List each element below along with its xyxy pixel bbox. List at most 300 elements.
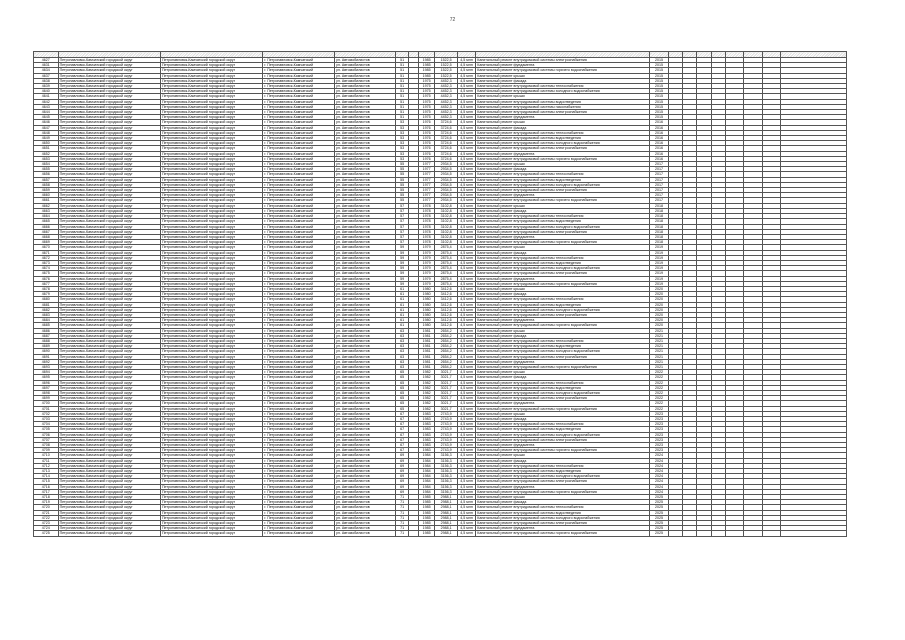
table-cell: Петропавловск-Камчатский городской округ: [160, 292, 262, 297]
table-cell: 1983: [418, 422, 434, 427]
table-cell: Капитальный ремонт крыши: [476, 94, 650, 99]
table-cell: 4708: [34, 443, 59, 448]
table-cell: 2022: [650, 380, 668, 385]
table-cell: 2654,2: [435, 338, 458, 343]
table-cell: Капитальный ремонт внутридомовой системы электроснабжения: [476, 146, 650, 151]
table-cell: ул. Автомобилистов: [335, 526, 396, 531]
table-cell: г. Петропавловск-Камчатский: [263, 94, 335, 99]
table-cell: г. Петропавловск-Камчатский: [263, 73, 335, 78]
table-cell: 1975: [418, 89, 434, 94]
table-cell: Петропавловск-Камчатский городской округ: [58, 198, 160, 203]
table-cell: Петропавловск-Камчатский городской округ: [160, 323, 262, 328]
table-cell: Капитальный ремонт внутридомовой системы водоотведения: [476, 344, 650, 349]
table-cell: 4,5 млн: [457, 271, 475, 276]
table-cell: 1977: [418, 182, 434, 187]
table-cell: ул. Автомобилистов: [335, 484, 396, 489]
table-cell: Капитальный ремонт внутридомовой системы электроснабжения: [476, 354, 650, 359]
table-cell: 4671: [34, 250, 59, 255]
table-cell: Петропавловск-Камчатский городской округ: [58, 338, 160, 343]
table-cell: Петропавловск-Камчатский городской округ: [58, 515, 160, 520]
table-cell: ул. Автомобилистов: [335, 349, 396, 354]
table-cell: Капитальный ремонт внутридомовой системы холодного водоснабжения: [476, 432, 650, 437]
table-cell: Петропавловск-Камчатский городской округ: [160, 510, 262, 515]
table-cell: ул. Автомобилистов: [335, 354, 396, 359]
table-cell: Петропавловск-Камчатский городской округ: [58, 229, 160, 234]
table-cell: 1978: [418, 208, 434, 213]
table-cell: 4725: [34, 531, 59, 536]
table-cell: г. Петропавловск-Камчатский: [263, 380, 335, 385]
table-cell: Петропавловск-Камчатский городской округ: [160, 463, 262, 468]
table-cell: Капитальный ремонт фасада: [476, 167, 650, 172]
table-cell: 4,5 млн: [457, 432, 475, 437]
table-cell: ул. Автомобилистов: [335, 521, 396, 526]
table-cell: г. Петропавловск-Камчатский: [263, 68, 335, 73]
table-cell: 3724,6: [435, 156, 458, 161]
table-cell: 1979: [418, 266, 434, 271]
table-cell: Петропавловск-Камчатский городской округ: [160, 479, 262, 484]
table-cell: 57: [396, 224, 408, 229]
table-cell: Петропавловск-Камчатский городской округ: [160, 380, 262, 385]
table-cell: 4675: [34, 271, 59, 276]
table-cell: 65: [396, 385, 408, 390]
table-cell: 4638: [34, 78, 59, 83]
table-cell: 4,5 млн: [457, 229, 475, 234]
table-cell: 1985: [418, 510, 434, 515]
table-cell: Капитальный ремонт фундамента: [476, 63, 650, 68]
table-cell: 1985: [418, 526, 434, 531]
table-cell: Петропавловск-Камчатский городской округ: [160, 255, 262, 260]
table-cell: г. Петропавловск-Камчатский: [263, 479, 335, 484]
table-cell: 53: [396, 146, 408, 151]
table-cell: Петропавловск-Камчатский городской округ: [160, 219, 262, 224]
table-cell: Петропавловск-Камчатский городской округ: [58, 214, 160, 219]
table-cell: 4641: [34, 94, 59, 99]
table-cell: Петропавловск-Камчатский городской округ: [160, 99, 262, 104]
table-cell: ул. Автомобилистов: [335, 469, 396, 474]
table-cell: 2021: [650, 364, 668, 369]
table-cell: 3724,6: [435, 125, 458, 130]
table-cell: 2018: [650, 240, 668, 245]
table-cell: Петропавловск-Камчатский городской округ: [58, 58, 160, 63]
table-cell: г. Петропавловск-Камчатский: [263, 463, 335, 468]
table-cell: ул. Автомобилистов: [335, 281, 396, 286]
table-cell: 1522,5: [435, 73, 458, 78]
table-cell: 61: [396, 307, 408, 312]
table-cell: г. Петропавловск-Камчатский: [263, 104, 335, 109]
table-cell: Петропавловск-Камчатский городской округ: [58, 391, 160, 396]
table-cell: 4,5 млн: [457, 505, 475, 510]
table-cell: ул. Автомобилистов: [335, 463, 396, 468]
table-cell: 1977: [418, 188, 434, 193]
table-cell: Петропавловск-Камчатский городской округ: [58, 84, 160, 89]
table-cell: Капитальный ремонт фасада: [476, 500, 650, 505]
table-cell: Петропавловск-Камчатский городской округ: [160, 489, 262, 494]
table-cell: Петропавловск-Камчатский городской округ: [160, 349, 262, 354]
table-cell: 4673: [34, 260, 59, 265]
table-cell: Петропавловск-Камчатский городской округ: [160, 411, 262, 416]
table-cell: 2020: [650, 302, 668, 307]
table-cell: 4,5 млн: [457, 302, 475, 307]
table-cell: Петропавловск-Камчатский городской округ: [58, 443, 160, 448]
table-cell: 4661: [34, 198, 59, 203]
table-cell: 2019: [650, 281, 668, 286]
table-cell: 4682: [34, 307, 59, 312]
table-cell: 2022: [650, 396, 668, 401]
table-cell: 2018: [650, 229, 668, 234]
table-cell: 71: [396, 510, 408, 515]
table-cell: 1977: [418, 193, 434, 198]
table-cell: 1984: [418, 479, 434, 484]
table-cell: 3156,3: [435, 469, 458, 474]
table-cell: г. Петропавловск-Камчатский: [263, 58, 335, 63]
table-cell: Петропавловск-Камчатский городской округ: [160, 125, 262, 130]
table-cell: Петропавловск-Камчатский городской округ: [160, 94, 262, 99]
table-cell: Петропавловск-Камчатский городской округ: [160, 354, 262, 359]
table-cell: Капитальный ремонт внутридомовой системы электроснабжения: [476, 437, 650, 442]
table-cell: Капитальный ремонт внутридомовой системы теплоснабжения: [476, 84, 650, 89]
table-cell: 4698: [34, 391, 59, 396]
table-cell: ул. Автомобилистов: [335, 115, 396, 120]
table-cell: Петропавловск-Камчатский городской округ: [160, 58, 262, 63]
table-cell: Петропавловск-Камчатский городской округ: [58, 474, 160, 479]
table-cell: 4452,3: [435, 89, 458, 94]
table-cell: ул. Автомобилистов: [335, 198, 396, 203]
table-cell: 2875,4: [435, 271, 458, 276]
table-cell: г. Петропавловск-Камчатский: [263, 328, 335, 333]
table-cell: 4683: [34, 312, 59, 317]
table-cell: 2015: [650, 78, 668, 83]
table-cell: 4,5 млн: [457, 84, 475, 89]
table-cell: Петропавловск-Камчатский городской округ: [160, 203, 262, 208]
table-cell: 2019: [650, 260, 668, 265]
table-cell: Капитальный ремонт фундамента: [476, 193, 650, 198]
table-cell: Капитальный ремонт внутридомовой системы горячего водоснабжения: [476, 156, 650, 161]
table-cell: 1980: [418, 297, 434, 302]
table-cell: Петропавловск-Камчатский городской округ: [58, 260, 160, 265]
table-cell: 4676: [34, 276, 59, 281]
table-cell: Капитальный ремонт внутридомовой системы водоотведения: [476, 260, 650, 265]
table-cell: Петропавловск-Камчатский городской округ: [58, 224, 160, 229]
table-cell: 2018: [650, 208, 668, 213]
table-cell: г. Петропавловск-Камчатский: [263, 531, 335, 536]
table-cell: ул. Автомобилистов: [335, 302, 396, 307]
table-cell: ул. Автомобилистов: [335, 432, 396, 437]
table-cell: Капитальный ремонт внутридомовой системы водоотведения: [476, 385, 650, 390]
table-cell: 2024: [650, 489, 668, 494]
table-cell: 4,5 млн: [457, 396, 475, 401]
table-cell: Петропавловск-Камчатский городской округ: [58, 396, 160, 401]
table-cell: 4712: [34, 463, 59, 468]
table-cell: 4648: [34, 130, 59, 135]
table-cell: 1985: [418, 531, 434, 536]
table-cell: Петропавловск-Камчатский городской округ: [58, 125, 160, 130]
table-cell: г. Петропавловск-Камчатский: [263, 448, 335, 453]
table-cell: г. Петропавловск-Камчатский: [263, 260, 335, 265]
table-cell: Петропавловск-Камчатский городской округ: [160, 182, 262, 187]
table-cell: 63: [396, 349, 408, 354]
table-cell: 2015: [650, 73, 668, 78]
table-cell: 71: [396, 505, 408, 510]
table-cell: 4707: [34, 437, 59, 442]
table-cell: 4681: [34, 302, 59, 307]
table-cell: 1979: [418, 260, 434, 265]
table-cell: Петропавловск-Камчатский городской округ: [160, 104, 262, 109]
table-cell: 51: [396, 78, 408, 83]
table-cell: 2023: [650, 422, 668, 427]
table-cell: 63: [396, 364, 408, 369]
table-cell: г. Петропавловск-Камчатский: [263, 385, 335, 390]
table-cell: Петропавловск-Камчатский городской округ: [58, 271, 160, 276]
table-cell: Петропавловск-Камчатский городской округ: [58, 156, 160, 161]
table-cell: г. Петропавловск-Камчатский: [263, 162, 335, 167]
table-cell: ул. Автомобилистов: [335, 162, 396, 167]
table-cell: Петропавловск-Камчатский городской округ: [58, 422, 160, 427]
table-cell: 4,5 млн: [457, 94, 475, 99]
table-cell: Петропавловск-Камчатский городской округ: [160, 469, 262, 474]
table-cell: 2024: [650, 474, 668, 479]
table-cell: 4,5 млн: [457, 484, 475, 489]
table-cell: 4668: [34, 234, 59, 239]
table-cell: 4,5 млн: [457, 463, 475, 468]
table-cell: 1976: [418, 125, 434, 130]
table-cell: 71: [396, 521, 408, 526]
table-cell: 67: [396, 422, 408, 427]
table-cell: 2988,1: [435, 521, 458, 526]
table-cell: Капитальный ремонт фундамента: [476, 443, 650, 448]
table-cell: Капитальный ремонт внутридомовой системы электроснабжения: [476, 229, 650, 234]
table-cell: 63: [396, 359, 408, 364]
table-cell: Петропавловск-Камчатский городской округ: [160, 146, 262, 151]
table-cell: ул. Автомобилистов: [335, 229, 396, 234]
table-cell: 4,5 млн: [457, 427, 475, 432]
table-cell: г. Петропавловск-Камчатский: [263, 453, 335, 458]
table-cell: 2875,4: [435, 281, 458, 286]
table-cell: 57: [396, 229, 408, 234]
table-cell: 4,5 млн: [457, 422, 475, 427]
table-cell: 1983: [418, 437, 434, 442]
table-cell: Петропавловск-Камчатский городской округ: [58, 104, 160, 109]
table-cell: Петропавловск-Камчатский городской округ: [160, 224, 262, 229]
table-cell: Петропавловск-Камчатский городской округ: [58, 349, 160, 354]
table-cell: 3412,6: [435, 302, 458, 307]
table-cell: Петропавловск-Камчатский городской округ: [58, 162, 160, 167]
table-cell: ул. Автомобилистов: [335, 266, 396, 271]
table-cell: 4,5 млн: [457, 125, 475, 130]
table-cell: Петропавловск-Камчатский городской округ: [160, 344, 262, 349]
table-cell: 4642: [34, 99, 59, 104]
table-cell: [744, 531, 762, 536]
table-cell: г. Петропавловск-Камчатский: [263, 349, 335, 354]
table-cell: [668, 531, 682, 536]
table-cell: г. Петропавловск-Камчатский: [263, 526, 335, 531]
table-cell: ул. Автомобилистов: [335, 89, 396, 94]
table-cell: Петропавловск-Камчатский городской округ: [160, 115, 262, 120]
table-cell: 4,5 млн: [457, 401, 475, 406]
table-cell: 2025: [650, 505, 668, 510]
table-cell: 2743,9: [435, 427, 458, 432]
table-cell: Петропавловск-Камчатский городской округ: [58, 370, 160, 375]
table-cell: 65: [396, 401, 408, 406]
table-cell: Капитальный ремонт внутридомовой системы горячего водоснабжения: [476, 281, 650, 286]
table-cell: Петропавловск-Камчатский городской округ: [160, 302, 262, 307]
table-cell: 59: [396, 276, 408, 281]
table-cell: Капитальный ремонт фасада: [476, 78, 650, 83]
table-cell: 2875,4: [435, 276, 458, 281]
table-cell: 4709: [34, 448, 59, 453]
table-cell: 4680: [34, 297, 59, 302]
table-cell: 69: [396, 463, 408, 468]
table-cell: Петропавловск-Камчатский городской округ: [160, 162, 262, 167]
table-cell: г. Петропавловск-Камчатский: [263, 141, 335, 146]
table-cell: ул. Автомобилистов: [335, 110, 396, 115]
table-cell: г. Петропавловск-Камчатский: [263, 219, 335, 224]
table-cell: 4669: [34, 240, 59, 245]
table-cell: 4,5 млн: [457, 110, 475, 115]
table-cell: 4700: [34, 401, 59, 406]
table-cell: 4627: [34, 58, 59, 63]
table-cell: 4706: [34, 432, 59, 437]
table-cell: 2016: [650, 151, 668, 156]
table-cell: 4643: [34, 104, 59, 109]
table-cell: Петропавловск-Камчатский городской округ: [160, 167, 262, 172]
table-cell: 1978: [418, 203, 434, 208]
table-cell: Петропавловск-Камчатский городской округ: [58, 463, 160, 468]
table-cell: 3156,3: [435, 474, 458, 479]
table-cell: 67: [396, 417, 408, 422]
table-cell: 3412,6: [435, 286, 458, 291]
table-cell: 4,5 млн: [457, 521, 475, 526]
table-cell: Петропавловск-Камчатский городской округ: [160, 474, 262, 479]
table-cell: 3724,6: [435, 141, 458, 146]
table-cell: 1522,5: [435, 63, 458, 68]
table-cell: г. Петропавловск-Камчатский: [263, 177, 335, 182]
table-cell: 71: [396, 526, 408, 531]
table-cell: 2875,4: [435, 255, 458, 260]
table-cell: 55: [396, 193, 408, 198]
table-cell: г. Петропавловск-Камчатский: [263, 510, 335, 515]
table-cell: Капитальный ремонт крыши: [476, 370, 650, 375]
table-cell: 4655: [34, 167, 59, 172]
table-cell: 1982: [418, 396, 434, 401]
table-cell: Петропавловск-Камчатский городской округ: [160, 177, 262, 182]
table-cell: Петропавловск-Камчатский городской округ: [160, 141, 262, 146]
table-cell: 1981: [418, 344, 434, 349]
table-cell: г. Петропавловск-Камчатский: [263, 474, 335, 479]
table-cell: 4652: [34, 151, 59, 156]
table-cell: г. Петропавловск-Камчатский: [263, 391, 335, 396]
table-cell: 1977: [418, 177, 434, 182]
table-cell: Капитальный ремонт внутридомовой системы теплоснабжения: [476, 172, 650, 177]
table-cell: 3102,8: [435, 240, 458, 245]
table-cell: 1980: [418, 302, 434, 307]
table-cell: 1980: [418, 318, 434, 323]
table-cell: 69: [396, 484, 408, 489]
table-cell: г. Петропавловск-Камчатский: [263, 489, 335, 494]
table-cell: Капитальный ремонт внутридомовой системы газоснабжения: [476, 104, 650, 109]
table-cell: 2021: [650, 359, 668, 364]
table-cell: Петропавловск-Камчатский городской округ: [58, 510, 160, 515]
table-cell: Петропавловск-Камчатский городской округ: [58, 411, 160, 416]
table-cell: [408, 531, 418, 536]
table-cell: 2019: [650, 276, 668, 281]
table-cell: 4691: [34, 354, 59, 359]
table-cell: 1975: [418, 94, 434, 99]
table-cell: ул. Автомобилистов: [335, 458, 396, 463]
table-cell: 1979: [418, 271, 434, 276]
table-cell: 2022: [650, 406, 668, 411]
table-cell: 4657: [34, 177, 59, 182]
table-cell: 4692: [34, 359, 59, 364]
table-cell: 4,5 млн: [457, 515, 475, 520]
table-cell: 2022: [650, 385, 668, 390]
table-cell: Петропавловск-Камчатский городской округ: [58, 292, 160, 297]
table-cell: 3156,3: [435, 484, 458, 489]
table-cell: ул. Автомобилистов: [335, 411, 396, 416]
table-cell: Капитальный ремонт внутридомовой системы теплоснабжения: [476, 297, 650, 302]
table-cell: 4689: [34, 344, 59, 349]
table-cell: 53: [396, 156, 408, 161]
table-cell: Петропавловск-Камчатский городской округ: [58, 203, 160, 208]
table-cell: Петропавловск-Камчатский городской округ: [58, 302, 160, 307]
table-cell: 4666: [34, 224, 59, 229]
table-cell: ул. Автомобилистов: [335, 437, 396, 442]
table-cell: 4,5 млн: [457, 115, 475, 120]
table-cell: 4,5 млн: [457, 318, 475, 323]
table-cell: 2018: [650, 214, 668, 219]
table-cell: ул. Автомобилистов: [335, 73, 396, 78]
table-cell: ул. Автомобилистов: [335, 323, 396, 328]
table-cell: ул. Автомобилистов: [335, 156, 396, 161]
table-cell: Капитальный ремонт внутридомовой системы электроснабжения: [476, 312, 650, 317]
table-cell: 51: [396, 84, 408, 89]
table-cell: ул. Автомобилистов: [335, 359, 396, 364]
table-cell: 4721: [34, 510, 59, 515]
table-cell: Капитальный ремонт внутридомовой системы водоотведения: [476, 177, 650, 182]
table-cell: 69: [396, 489, 408, 494]
table-cell: 2021: [650, 328, 668, 333]
table-cell: Петропавловск-Камчатский городской округ: [58, 526, 160, 531]
table-cell: Капитальный ремонт фасада: [476, 458, 650, 463]
table-cell: Капитальный ремонт крыши: [476, 495, 650, 500]
table-cell: 2934,5: [435, 198, 458, 203]
table-cell: ул. Автомобилистов: [335, 68, 396, 73]
table-cell: 2020: [650, 292, 668, 297]
table-cell: Петропавловск-Камчатский городской округ: [160, 417, 262, 422]
table-cell: Петропавловск-Камчатский городской округ: [58, 427, 160, 432]
table-cell: ул. Автомобилистов: [335, 417, 396, 422]
table-cell: Капитальный ремонт фасада: [476, 250, 650, 255]
table-cell: 2016: [650, 136, 668, 141]
table-cell: 57: [396, 203, 408, 208]
table-cell: 1979: [418, 276, 434, 281]
table-cell: 1983: [418, 411, 434, 416]
table-cell: ул. Автомобилистов: [335, 422, 396, 427]
table-cell: 2934,5: [435, 172, 458, 177]
table-cell: ул. Автомобилистов: [335, 151, 396, 156]
table-cell: Петропавловск-Камчатский городской округ: [58, 130, 160, 135]
table-cell: 1981: [418, 333, 434, 338]
table-cell: Капитальный ремонт крыши: [476, 453, 650, 458]
table-cell: 3102,8: [435, 229, 458, 234]
table-cell: 2024: [650, 479, 668, 484]
table-cell: Петропавловск-Камчатский городской округ: [58, 115, 160, 120]
table-cell: 4,5 млн: [457, 89, 475, 94]
table-cell: г. Петропавловск-Камчатский: [263, 63, 335, 68]
table-cell: Петропавловск-Камчатский городской округ: [58, 266, 160, 271]
table-cell: г. Петропавловск-Камчатский: [263, 458, 335, 463]
table-cell: ул. Автомобилистов: [335, 495, 396, 500]
table-cell: 4,5 млн: [457, 489, 475, 494]
